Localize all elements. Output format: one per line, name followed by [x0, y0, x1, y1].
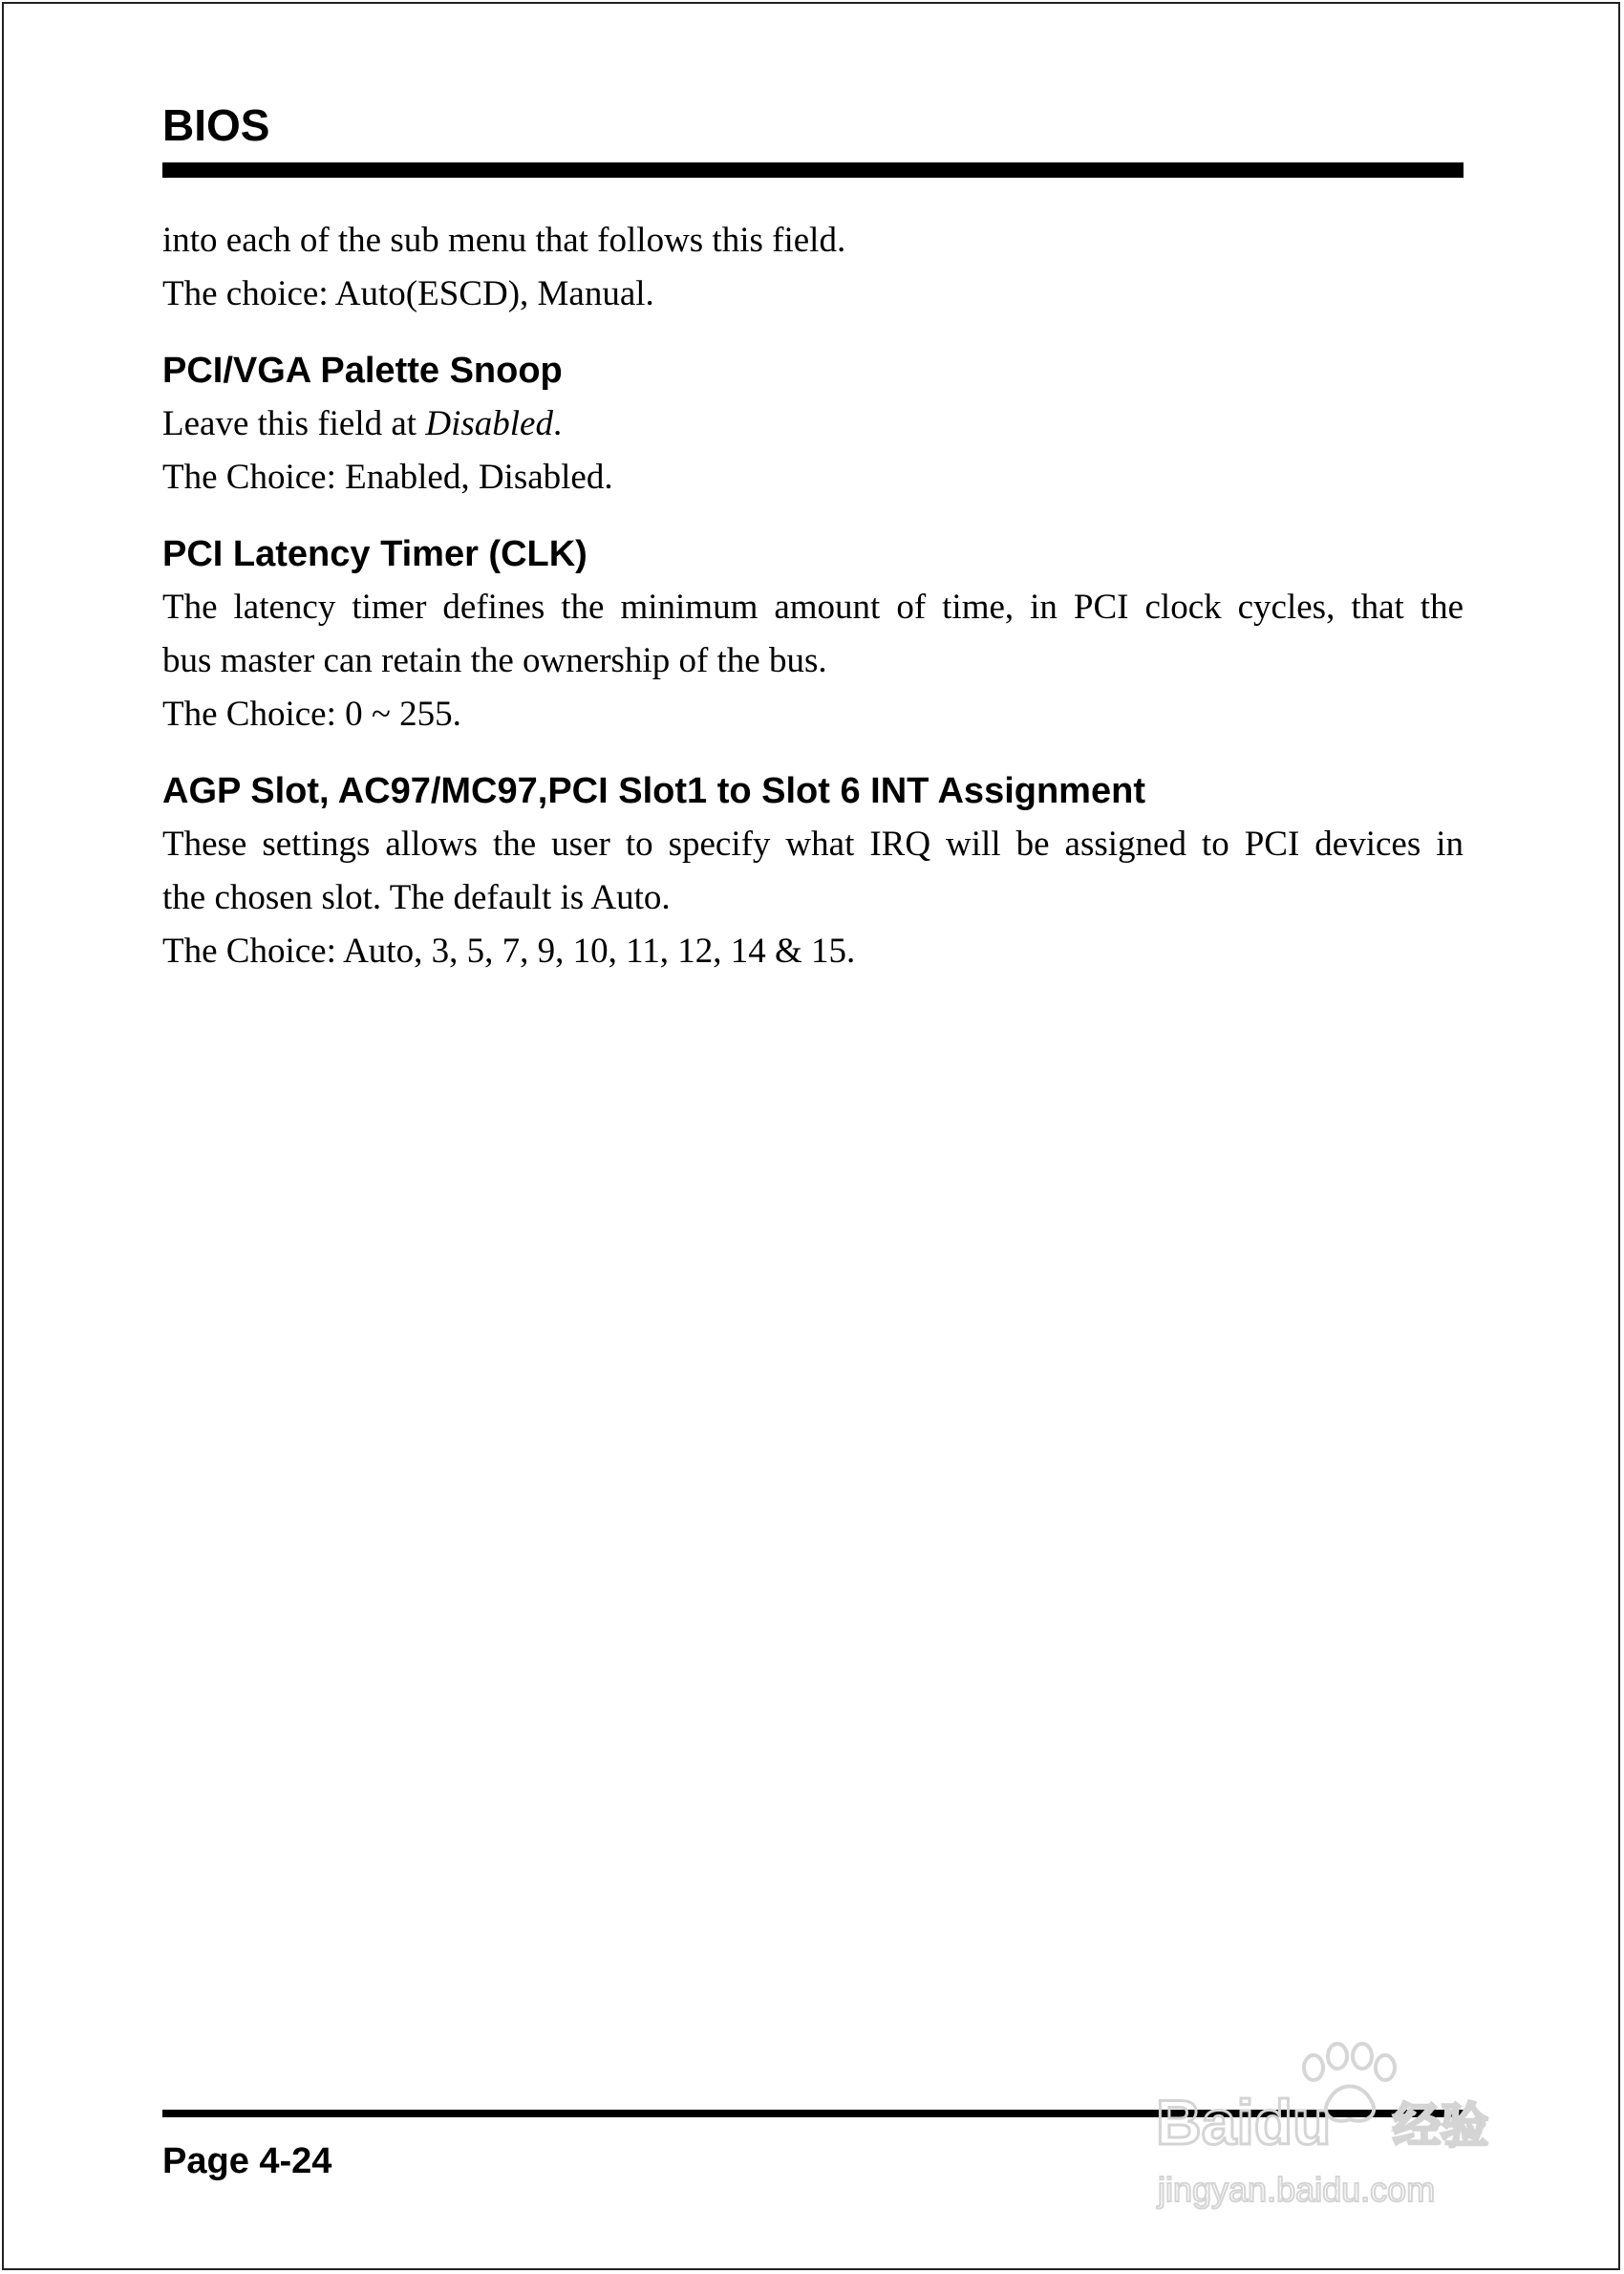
palette-snoop-italic-value: Disabled [425, 404, 553, 443]
watermark-brand-suffix: 经验 [1393, 2098, 1488, 2154]
latency-timer-description-line-2: bus master can retain the ownership of the bus. [162, 641, 827, 680]
palette-snoop-choice: The Choice: Enabled, Disabled. [162, 458, 613, 497]
intro-line: into each of the sub menu that follows this field. [162, 221, 846, 260]
baidu-jingyan-watermark [1146, 2027, 1538, 2219]
page-content [162, 0, 1464, 2274]
palette-snoop-description [162, 397, 1464, 451]
latency-timer-choice: The Choice: 0 ~ 255. [162, 695, 461, 734]
watermark-brand: Baidu [1156, 2087, 1332, 2157]
int-assignment-description-line-1: These settings allows the user to specify what IRQ will be assigned to PCI devices in [162, 825, 1464, 864]
document-body [162, 214, 1464, 978]
palette-snoop-period: . [552, 404, 563, 443]
page-number: Page 4-24 [162, 2141, 332, 2181]
latency-timer-description-line-1: The latency timer defines the minimum amount of time, in PCI clock cycles, that the [162, 588, 1464, 627]
header-rule [162, 162, 1464, 178]
watermark-url: jingyan.baidu.com [1158, 2170, 1436, 2209]
palette-snoop-text: Leave this field at [162, 404, 426, 443]
int-assignment-choice: The Choice: Auto, 3, 5, 7, 9, 10, 11, 12, 14 & 15. [162, 932, 856, 971]
section-heading-int-assignment: AGP Slot, AC97/MC97,PCI Slot1 to Slot 6 INT Assignment [162, 771, 1145, 811]
section-heading-palette-snoop: PCI/VGA Palette Snoop [162, 351, 563, 391]
int-assignment-description-line-2: the chosen slot. The default is Auto. [162, 878, 671, 917]
intro-choice-line: The choice: Auto(ESCD), Manual. [162, 274, 654, 313]
section-heading-latency-timer: PCI Latency Timer (CLK) [162, 534, 588, 574]
page-header-title: BIOS [162, 100, 270, 150]
